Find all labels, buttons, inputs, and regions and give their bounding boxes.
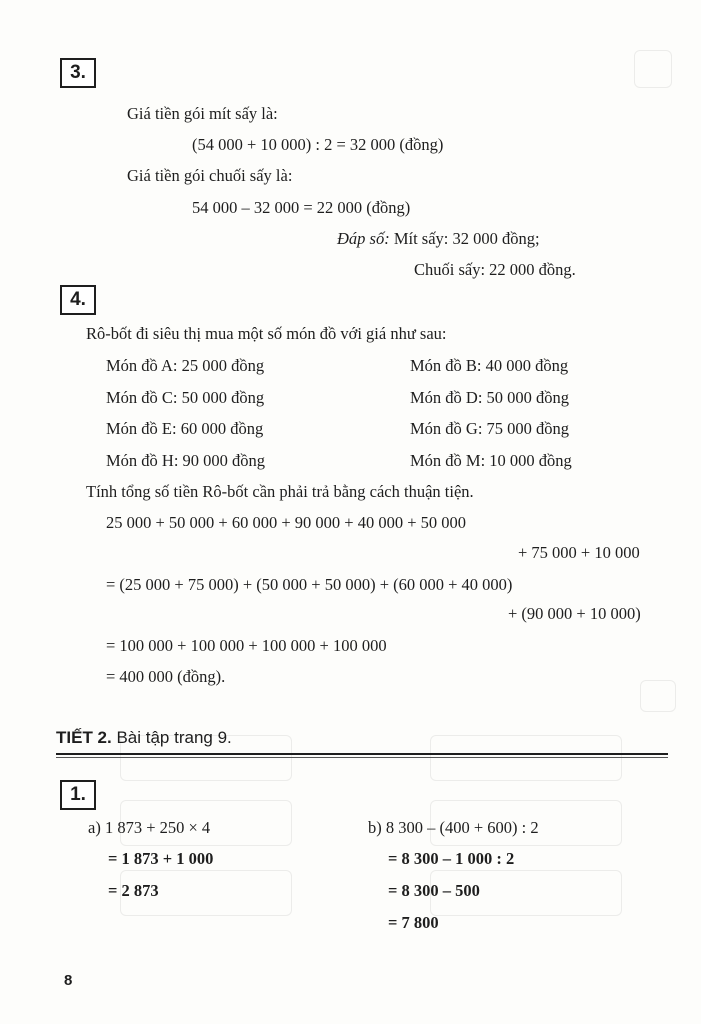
ex4-item: Món đồ B: 40 000 đồng	[410, 356, 569, 375]
ex1-a-line: = 1 873 + 1 000	[108, 849, 214, 868]
page-number: 8	[64, 972, 73, 989]
show-through-box	[430, 735, 622, 781]
ex1-a-line: = 2 873	[108, 881, 159, 900]
answer-1: Mít sấy: 32 000 đồng;	[393, 229, 540, 248]
ex4-item: Món đồ A: 25 000 đồng	[106, 356, 265, 375]
section-heading	[56, 728, 232, 748]
section-rule	[56, 753, 668, 755]
answer-label: Đáp số:	[337, 229, 390, 248]
ex4-calc: = (25 000 + 75 000) + (50 000 + 50 000) + (60 000 + 40 000)	[106, 575, 513, 594]
exercise-4-number: 4.	[60, 285, 96, 315]
show-through-box	[640, 680, 676, 712]
ex4-calc: = 400 000 (đồng).	[106, 667, 226, 686]
ex1-b-line: b) 8 300 – (400 + 600) : 2	[368, 818, 539, 837]
ex4-item: Món đồ E: 60 000 đồng	[106, 419, 264, 438]
exercise-1-number: 1.	[60, 780, 96, 810]
ex4-task: Tính tổng số tiền Rô-bốt cần phải trả bằng cách thuận tiện.	[86, 482, 474, 501]
ex4-calc: = 100 000 + 100 000 + 100 000 + 100 000	[106, 636, 387, 655]
ex3-line-1: Giá tiền gói mít sấy là:	[127, 104, 278, 123]
show-through-box	[634, 50, 672, 88]
ex3-answer	[337, 229, 540, 249]
ex3-line-2: (54 000 + 10 000) : 2 = 32 000 (đồng)	[192, 135, 444, 154]
ex4-item: Món đồ M: 10 000 đồng	[410, 451, 572, 470]
ex3-line-4: 54 000 – 32 000 = 22 000 (đồng)	[192, 198, 411, 217]
ex4-item: Món đồ C: 50 000 đồng	[106, 388, 265, 407]
ex4-calc: + (90 000 + 10 000)	[508, 604, 641, 623]
ex3-line-3: Giá tiền gói chuối sấy là:	[127, 166, 293, 185]
ex3-answer-2: Chuối sấy: 22 000 đồng.	[414, 260, 576, 279]
ex1-b-line: = 8 300 – 500	[388, 881, 480, 900]
ex1-a-line: a) 1 873 + 250 × 4	[88, 818, 211, 837]
ex1-b-line: = 7 800	[388, 913, 439, 932]
section-title: Bài tập trang 9.	[111, 728, 232, 747]
ex4-intro: Rô-bốt đi siêu thị mua một số món đồ với giá như sau:	[86, 324, 447, 343]
ex4-calc: 25 000 + 50 000 + 60 000 + 90 000 + 40 000 + 50 000	[106, 513, 467, 532]
ex4-item: Món đồ D: 50 000 đồng	[410, 388, 570, 407]
section-label: TIẾT 2.	[56, 728, 112, 747]
ex4-item: Món đồ H: 90 000 đồng	[106, 451, 266, 470]
exercise-3-number: 3.	[60, 58, 96, 88]
ex4-item: Món đồ G: 75 000 đồng	[410, 419, 570, 438]
ex4-calc: + 75 000 + 10 000	[518, 543, 640, 562]
section-rule-thin	[56, 757, 668, 758]
ex1-b-line: = 8 300 – 1 000 : 2	[388, 849, 515, 868]
